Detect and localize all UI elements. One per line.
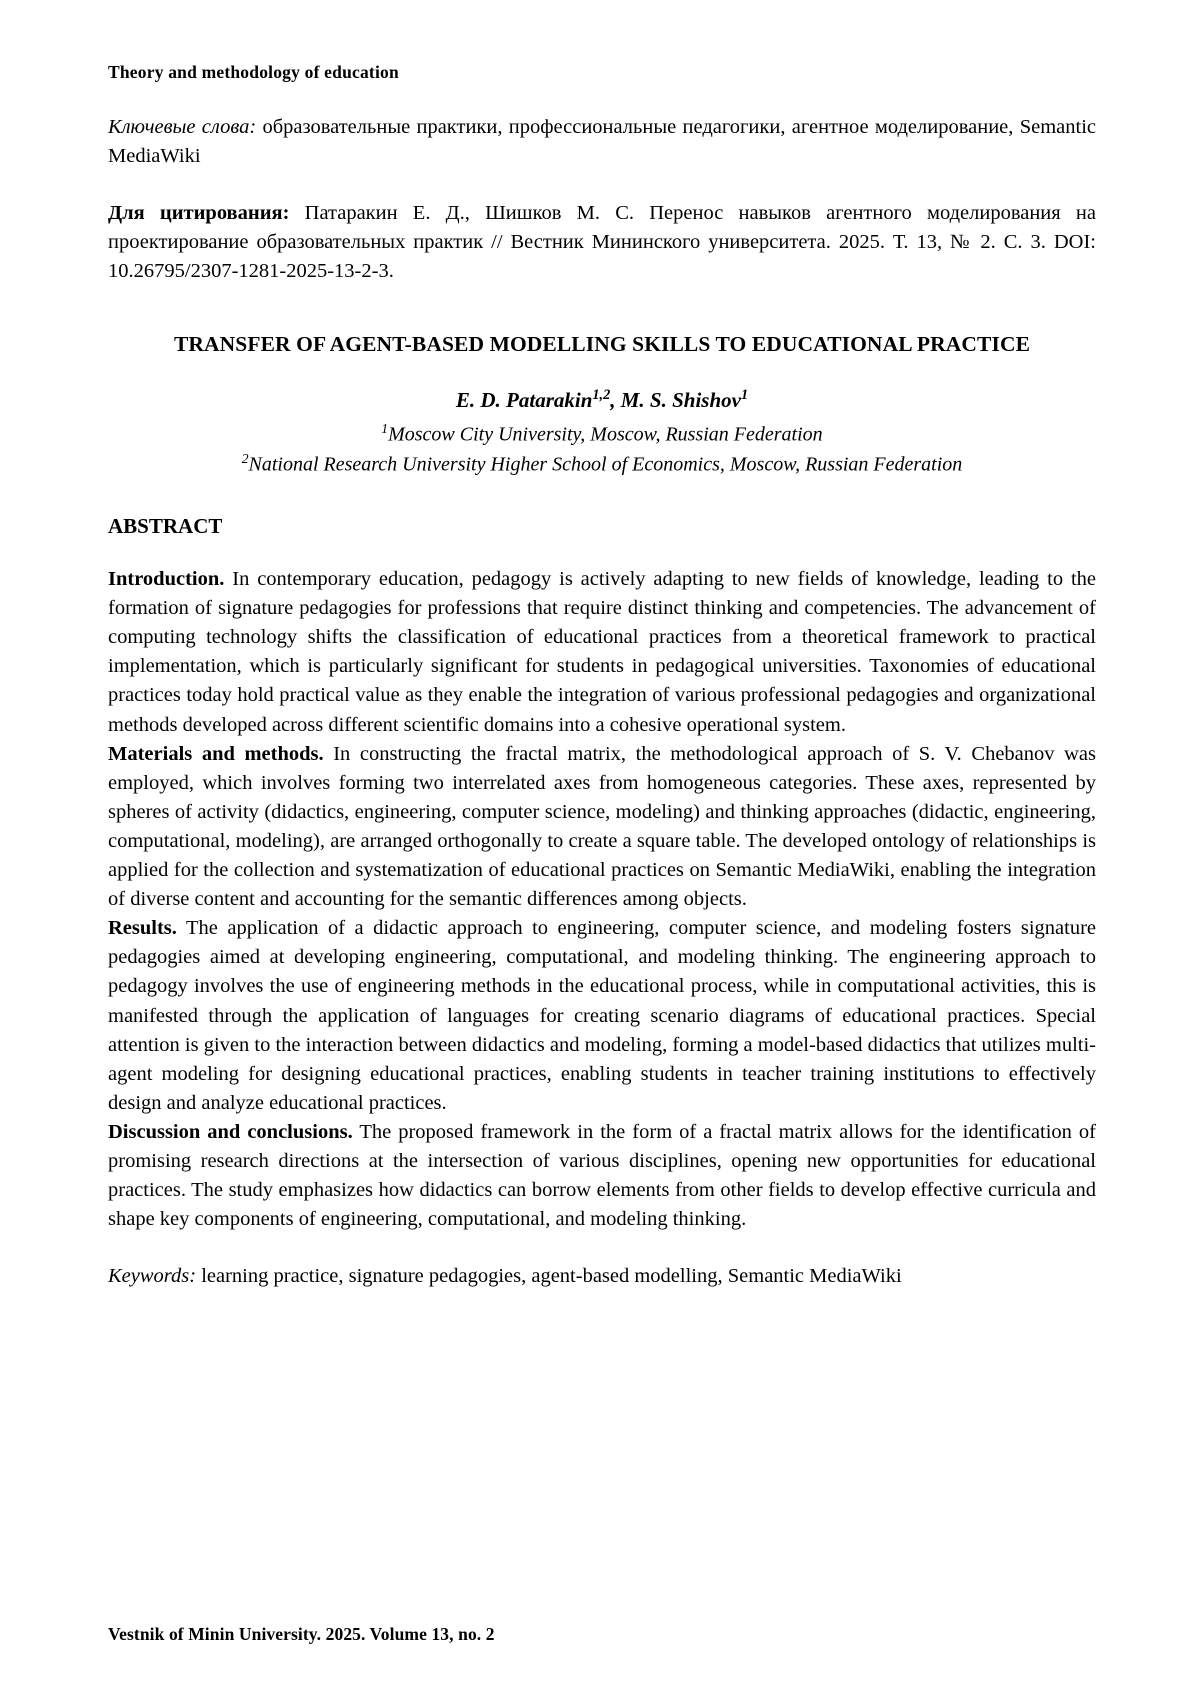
citation-ru-block: [108, 199, 1096, 286]
page-title: TRANSFER OF AGENT-BASED MODELLING SKILLS TO EDUCATIONAL PRACTICE: [173, 331, 1031, 356]
keywords-ru-text: образовательные практики, профессиональные педагогики, агентное моделирование, Semantic MediaWiki: [108, 116, 1096, 168]
author-1-name: E. D. Patarakin: [455, 387, 593, 412]
authors-separator: ,: [610, 387, 621, 412]
abstract-label-introduction: Introduction.: [108, 567, 225, 590]
page-footer: Vestnik of Minin University. 2025. Volume 13, no. 2: [108, 1624, 495, 1644]
abstract-text-introduction: In contemporary education, pedagogy is actively adapting to new fields of knowledge, leading to the formation of signature pedagogies for professions that require distinct thinking and competencies. The advancement of computing technology shifts the classification of educational practices from a theoretical framework to practical implementation, which is particularly significant for students in pedagogical universities. Taxonomies of educational practices today hold practical value as they enable the integration of various professional pedagogies and organizational methods developed across different scientific domains into a cohesive operational system.: [108, 567, 1096, 736]
abstract-text-results: The application of a didactic approach to engineering, computer science, and modeling fosters signature pedagogies aimed at developing engineering, computational, and modeling thinking. The engineering approach to pedagogy involves the use of engineering methods in the educational process, while in computational activities, this is manifested through the application of languages for creating scenario diagrams of educational practices. Special attention is given to the interaction between didactics and modeling, forming a model-based didactics that utilizes multi-agent modeling for designing educational practices, enabling students in teacher training institutions to effectively design and analyze educational practices.: [108, 917, 1096, 1114]
keywords-en-paragraph: [108, 1262, 1096, 1291]
affiliation-2-marker: 2: [241, 451, 249, 467]
abstract-label-results: Results.: [108, 917, 177, 940]
citation-ru-paragraph: [108, 199, 1096, 286]
affiliation-1: [108, 419, 1096, 450]
affiliation-1-marker: 1: [381, 420, 389, 436]
author-2-affiliation-marker: 1: [740, 386, 749, 403]
keywords-ru-block: [108, 113, 1096, 171]
keywords-ru-label: Ключевые слова:: [108, 116, 257, 138]
abstract-paragraph-results: [108, 914, 1096, 1118]
citation-ru-label: Для цитирования:: [108, 202, 290, 225]
abstract-paragraph-introduction: [108, 565, 1096, 740]
authors-line: [108, 387, 1096, 413]
affiliation-1-text: Moscow City University, Moscow, Russian Federation: [388, 423, 823, 446]
citation-ru-text: Патаракин Е. Д., Шишков М. С. Перенос навыков агентного моделирования на проектирование образовательных практик // Вестник Мининского университета. 2025. Т. 13, № 2. С. 3. DOI: 10.26795/2307-1281-2025-13-2-3.: [108, 202, 1097, 283]
keywords-en-block: [108, 1262, 1096, 1291]
abstract-paragraph-discussion: [108, 1118, 1096, 1234]
abstract-label-materials: Materials and methods.: [108, 742, 324, 765]
author-2-name: M. S. Shishov: [620, 387, 741, 412]
abstract-paragraph-materials: [108, 740, 1096, 915]
abstract-label-discussion: Discussion and conclusions.: [108, 1121, 353, 1144]
abstract-text-materials: In constructing the fractal matrix, the methodological approach of S. V. Chebanov was employed, which involves forming two interrelated axes from homogeneous categories. These axes, represented by spheres of activity (didactics, engineering, computer science, modeling) and thinking approaches (didactic, engineering, computational, modeling), are arranged orthogonally to create a square table. The developed ontology of relationships is applied for the collection and systematization of educational practices on Semantic MediaWiki, enabling the integration of diverse content and accounting for the semantic differences among objects.: [108, 742, 1096, 911]
affiliation-2: [108, 449, 1096, 480]
author-1-affiliation-marker: 1,2: [592, 386, 611, 403]
keywords-ru-paragraph: [108, 113, 1096, 171]
keywords-en-label: Keywords:: [108, 1265, 197, 1288]
abstract-heading: ABSTRACT: [108, 513, 223, 538]
affiliation-2-text: National Research University Higher School of Economics, Moscow, Russian Federation: [248, 453, 963, 476]
keywords-en-text: learning practice, signature pedagogies, agent-based modelling, Semantic MediaWiki: [196, 1265, 902, 1288]
abstract-body: [108, 565, 1096, 1235]
abstract-text-discussion: The proposed framework in the form of a fractal matrix allows for the identification of promising research directions at the intersection of various disciplines, opening new opportunities for educational practices. The study emphasizes how didactics can borrow elements from other fields to develop effective curricula and shape key components of engineering, computational, and modeling thinking.: [108, 1121, 1096, 1231]
running-head: Theory and methodology of education: [108, 62, 399, 82]
